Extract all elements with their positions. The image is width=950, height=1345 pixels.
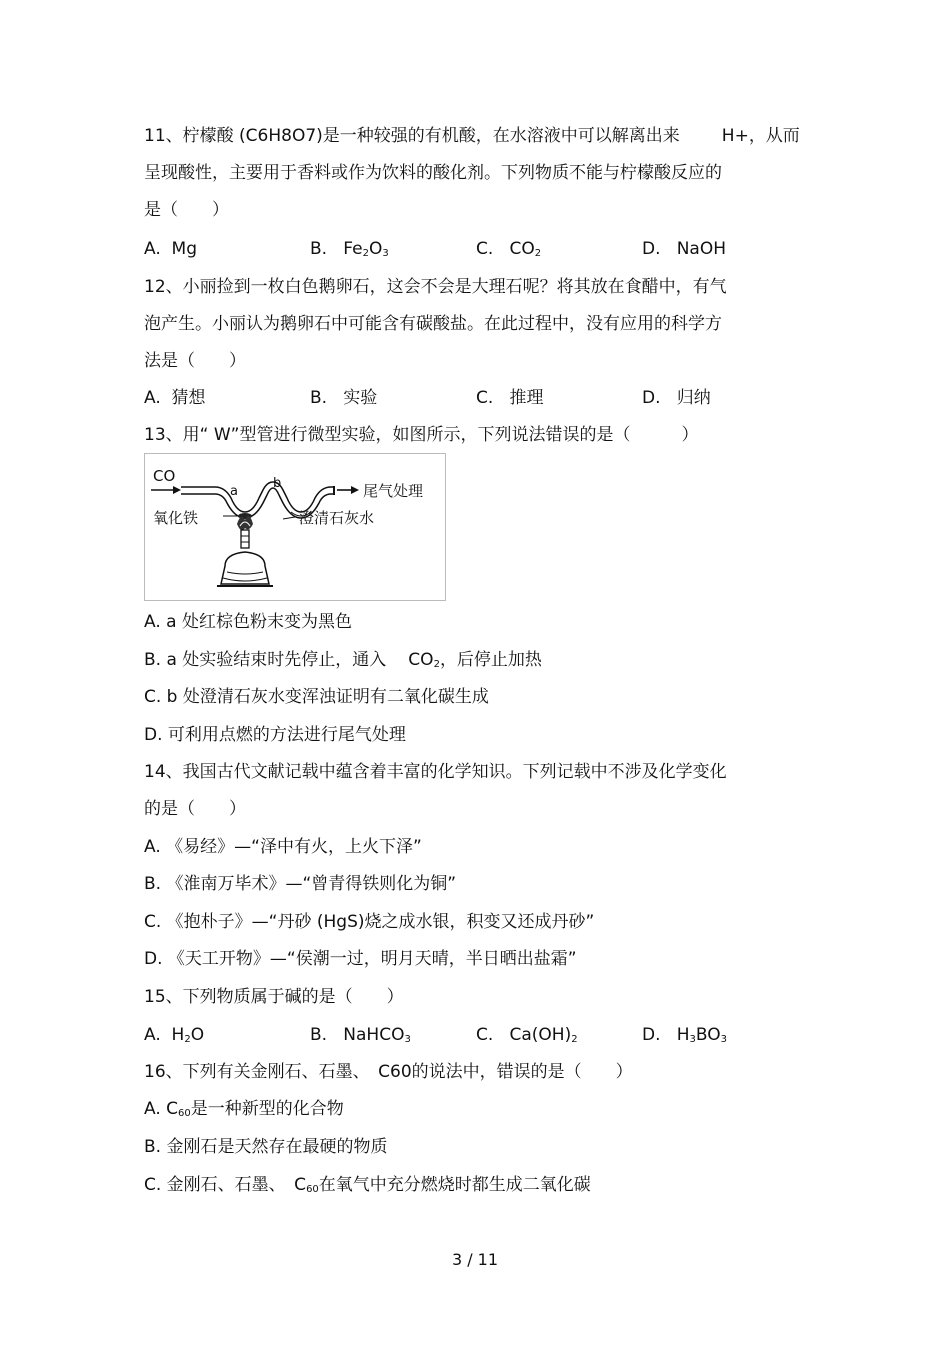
q15-option-c: C. $Ca(OH)_2$ <box>476 1025 578 1045</box>
q15-option-d: D. $H_3BO_3$ <box>642 1025 728 1045</box>
limewater-label: 澄清石灰水 <box>299 509 375 527</box>
q14-option-c: C. 《抱朴子》—“丹砂 (HgS)烧之成水银，积变又还成丹砂” <box>144 912 595 932</box>
q15-line-1: 15、下列物质属于碱的是（ ） <box>144 987 404 1007</box>
q13-option-a: A. a 处红棕色粉末变为黑色 <box>144 612 352 632</box>
q16-option-a: A. $C_{60}$是一种新型的化合物 <box>144 1099 344 1119</box>
limewater-leader <box>283 517 295 519</box>
q16-option-c: C. 金刚石、石墨、 $C_{60}$在氧气中充分燃烧时都生成二氧化碳 <box>144 1175 591 1195</box>
w-tube-outer <box>181 482 333 512</box>
co-inlet-label: CO <box>153 467 176 485</box>
q11-line-3: 是（ ） <box>144 200 229 220</box>
q12-line-2: 泡产生。小丽认为鹅卵石中可能含有碳酸盐。在此过程中，没有应用的科学方 <box>144 314 722 334</box>
q11-line-2: 呈现酸性，主要用于香料或作为饮料的酸化剂。下列物质不能与柠檬酸反应的 <box>144 163 722 183</box>
w-tube-apparatus-figure <box>144 453 446 601</box>
hydrogen-ion: H+ <box>721 126 749 146</box>
q16-line-1: 16、下列有关金刚石、石墨、 C60的说法中，错误的是（ ） <box>144 1062 633 1082</box>
q14-option-d: D. 《天工开物》—“侯潮一过，明月天晴，半日晒出盐霜” <box>144 949 577 969</box>
page-number: 3 / 11 <box>451 1250 499 1269</box>
q12-option-a: A. 猜想 <box>144 388 206 408</box>
point-b-label: b <box>273 476 282 491</box>
q14-line-1: 14、我国古代文献记载中蕴含着丰富的化学知识。下列记载中不涉及化学变化 <box>144 762 727 782</box>
burner-neck <box>241 530 249 548</box>
q12-line-1: 12、小丽捡到一枚白色鹅卵石，这会不会是大理石呢？将其放在食醋中，有气 <box>144 277 727 297</box>
tube-end-cap <box>333 486 335 495</box>
q11-option-c: C. $CO_2$ <box>476 239 542 259</box>
q16-option-b: B. 金刚石是天然存在最硬的物质 <box>144 1137 388 1157</box>
exhaust-treatment-label: 尾气处理 <box>363 482 424 500</box>
burner-liquid-line <box>227 572 263 574</box>
q12-option-d: D. 归纳 <box>642 388 711 408</box>
q15-option-a: A. $H_2O$ <box>144 1025 205 1045</box>
q14-line-2: 的是（ ） <box>144 799 246 819</box>
q11-line-1: 11、柠檬酸 (C6H8O7)是一种较强的有机酸，在水溶液中可以解离出来 H+，从而 <box>144 126 800 146</box>
point-a-label: a <box>230 484 238 499</box>
q14-option-a: A. 《易经》—“泽中有火，上火下泽” <box>144 837 422 857</box>
q14-option-b: B. 《淮南万毕术》—“曾青得铁则化为铜” <box>144 874 457 894</box>
q15-option-b: B. NaHCO$_3$ <box>310 1025 411 1045</box>
q11-option-b: B. $Fe_2O_3$ <box>310 239 389 259</box>
q11-option-d: D. NaOH <box>642 239 727 259</box>
burner-liquid-line-2 <box>223 578 267 581</box>
q13-line-1: 13、用“ W”型管进行微型实验，如图所示，下列说法错误的是（ ） <box>144 425 699 445</box>
iron-oxide-label: 氧化铁 <box>153 509 199 527</box>
q13-option-d: D. 可利用点燃的方法进行尾气处理 <box>144 725 406 745</box>
q13-option-c: C. b 处澄清石灰水变浑浊证明有二氧化碳生成 <box>144 687 489 707</box>
q11-option-a: A. Mg <box>144 239 198 259</box>
q12-option-b: B. 实验 <box>310 388 378 408</box>
q12-option-c: C. 推理 <box>476 388 544 408</box>
inlet-arrow-head <box>173 486 181 494</box>
outlet-arrow-head <box>351 486 359 494</box>
q13-option-b: B. a 处实验结束时先停止，通入 $CO_2$，后停止加热 <box>144 650 542 670</box>
q12-line-3: 法是（ ） <box>144 351 246 371</box>
w-tube-diagram-drawing <box>145 454 447 602</box>
